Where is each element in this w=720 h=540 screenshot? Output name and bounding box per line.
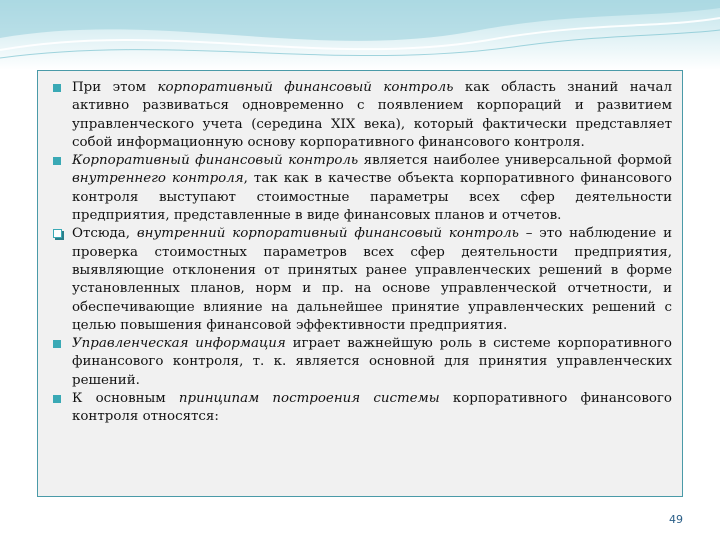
- bullet-text-run: является наиболее универсальной формой: [358, 153, 673, 169]
- bullet-text-run: , так как в качестве объекта корпоративного финансового контроля выступают стоимостные параметры всех сфер деятельности предприятия, представленные в виде финансовых планов и отчетов.: [72, 171, 672, 224]
- bullet-text-run: При этом: [72, 80, 158, 95]
- bullet-marker-icon: [53, 229, 62, 238]
- bullet-item: [52, 335, 672, 390]
- content-box: [37, 70, 683, 497]
- bullet-item: [52, 79, 672, 152]
- bullet-text-run: как область знаний начал активно развиваться одновременно с появлением корпораций и развитием управленческого учета (середина XIX века), который фактически представляет собой информационную основу корпоративного финансового контроля.: [72, 80, 672, 150]
- bullet-marker-icon: [53, 157, 61, 165]
- bullet-item: [52, 152, 672, 225]
- bullet-text-run: внутреннего контроля: [72, 171, 244, 187]
- bullet-item: [52, 390, 672, 427]
- bullet-text-run: принципам построения системы: [178, 391, 440, 407]
- bullet-text-run: Отсюда,: [72, 226, 137, 242]
- bullet-text-run: играет важнейшую роль в системе корпоративного финансового контроля, т. к. является основной для принятия управленческих решений.: [72, 336, 672, 388]
- bullet-marker-icon: [53, 395, 61, 403]
- bullet-text-run: Управленческая информация: [72, 336, 286, 352]
- bullet-text-run: корпоративный финансовый контроль: [157, 80, 454, 95]
- bullet-marker-icon: [53, 84, 61, 92]
- bullet-text-run: К основным: [72, 391, 179, 407]
- bullet-text-run: Корпоративный финансовый контроль: [72, 153, 359, 169]
- header-wave-decoration: [0, 0, 720, 70]
- bullet-item: [52, 225, 672, 335]
- bullet-text-run: внутренний корпоративный финансовый контроль: [136, 226, 519, 242]
- bullet-list: [52, 79, 672, 427]
- bullet-text-run: корпоративного финансового контроля относятся:: [72, 391, 672, 425]
- bullet-marker-icon: [53, 340, 61, 348]
- bullet-text-run: – это наблюдение и проверка стоимостных параметров всех сфер деятельности предприятия, выявляющие отклонения от принятых ранее управленческих решений в форме установленных планов, норм и пр. на основе управленческой отчетности, и обеспечивающие влияние на дальнейшее принятие управленческих решений с целью повышения финансовой эффективности предприятия.: [72, 226, 672, 333]
- page-number: 49: [669, 513, 683, 526]
